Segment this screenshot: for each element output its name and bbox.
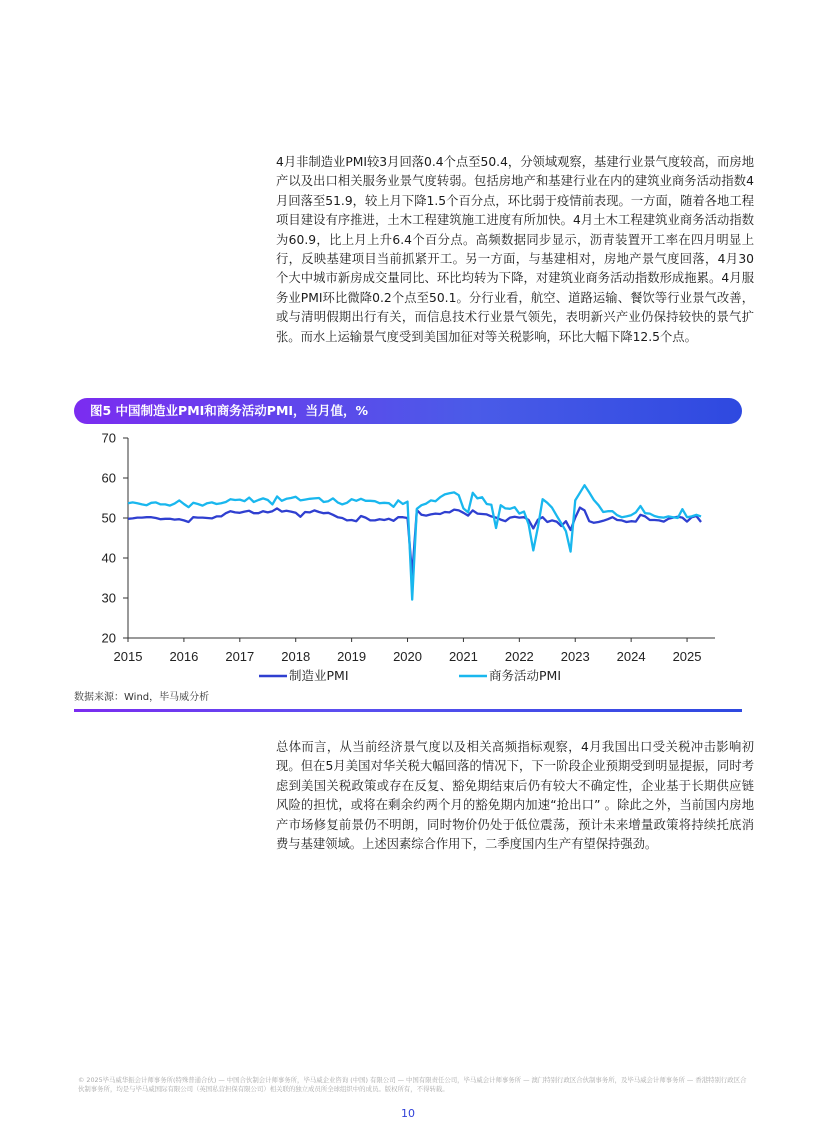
- legend-label-business: 商务活动PMI: [489, 668, 562, 683]
- footer-disclaimer: © 2025毕马威华振会计师事务所(特殊普通合伙) — 中国合伙制会计师事务所，毕马威企业咨询 (中国) 有限公司 — 中国有限责任公司，毕马威会计师事务所 — 澳门特别行政区合伙制事务所，及毕马威会计师事务所 — 香港特别行政区合伙制事务所，均是与毕马威国际有限公司（英国私营担保有限公司）相关联的独立成员所全球组织中的成员。版权所有，不得转载。: [78, 1076, 747, 1093]
- figure-title-banner: [74, 398, 742, 424]
- series-line-business: [128, 485, 701, 599]
- x-tick-label: 2020: [393, 649, 422, 664]
- x-tick-label: 2021: [448, 649, 478, 664]
- figure-source: 数据来源：Wind，毕马威分析: [74, 692, 210, 703]
- x-tick-label: 2017: [225, 649, 255, 664]
- x-tick-label: 2015: [113, 649, 143, 664]
- x-tick-label: 2016: [169, 649, 199, 664]
- y-tick-label: 30: [101, 590, 116, 606]
- x-tick-label: 2024: [616, 649, 646, 664]
- body-paragraph-1: 4月非制造业PMI较3月回落0.4个点至50.4，分领域观察，基建行业景气度较高，而房地产以及出口相关服务业景气度转弱。包括房地产和基建行业在内的建筑业商务活动指数4月回落至51.9，较上月下降1.5个百分点，环比弱于疫情前表现。一方面，随着各地工程项目建设有序推进，土木工程建筑施工进度有所加快。4月土木工程建筑业商务活动指数为60.9，比上月上升6.4个百分点。高频数据同步显示，沥青装置开工率在四月明显上行，反映基建项目当前抓紧开工。另一方面，与基建相对，房地产景气度回落，4月30个大中城市新房成交量同比、环比均转为下降，对建筑业商务活动指数形成拖累。4月服务业PMI环比微降0.2个点至50.1。分行业看，航空、道路运输、餐饮等行业景气改善，或与清明假期出行有关，而信息技术行业景气领先，表明新兴产业仍保持较快的景气扩张。而水上运输景气度受到美国加征对等关税影响，环比大幅下降12.5个点。: [276, 155, 754, 344]
- y-tick-label: 20: [101, 630, 116, 646]
- y-tick-label: 40: [101, 550, 116, 566]
- y-tick-label: 50: [101, 510, 116, 526]
- page-number: 10: [401, 1107, 415, 1120]
- x-tick-label: 2025: [672, 649, 702, 664]
- body-paragraph-2: 总体而言，从当前经济景气度以及相关高频指标观察，4月我国出口受关税冲击影响初现。但在5月美国对华关税大幅回落的情况下，下一阶段企业预期受到明显提振，同时考虑到美国关税政策或存在反复、豁免期结束后仍有较大不确定性，企业基于长期供应链风险的担忧，或将在剩余约两个月的豁免期内加速“抢出口” 。除此之外，当前国内房地产市场修复前景仍不明朗，同时物价仍处于低位震荡，预计未来增量政策将持续托底消费与基建领域。上述因素综合作用下，二季度国内生产有望保持强劲。: [276, 740, 754, 852]
- x-tick-label: 2018: [281, 649, 311, 664]
- x-tick-label: 2019: [337, 649, 367, 664]
- figure-title: 图5 中国制造业PMI和商务活动PMI，当月值，%: [90, 403, 369, 418]
- x-tick-label: 2023: [560, 649, 590, 664]
- y-tick-label: 60: [101, 470, 116, 486]
- pmi-line-chart: [74, 428, 742, 686]
- figure-bottom-rule: [74, 709, 742, 712]
- legend-label-manufacturing: 制造业PMI: [289, 668, 349, 683]
- y-tick-label: 70: [101, 430, 116, 446]
- x-tick-label: 2022: [504, 649, 534, 664]
